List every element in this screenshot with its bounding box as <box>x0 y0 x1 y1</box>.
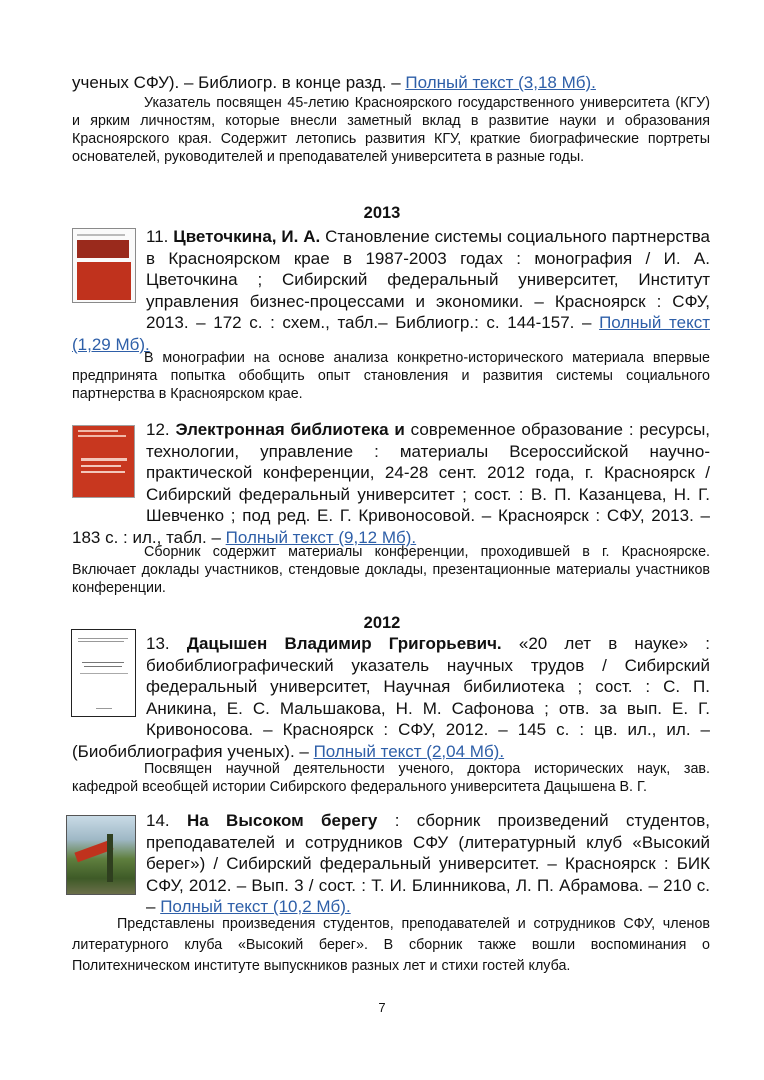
page-number: 7 <box>378 1000 386 1015</box>
full-text-link-12[interactable]: Полный текст (9,12 Мб). <box>225 527 417 547</box>
full-text-link-13[interactable]: Полный текст (2,04 Мб). <box>313 741 505 761</box>
prev-entry-annotation: Указатель посвящен 45-летию Красноярского государственного университета (КГУ) и ярким личностям, которые внесли заметный вклад в развитие науки и образования Красноярского края. Содержит летопись развития КГУ, краткие биографические портреты основателей, руководителей и преподавателей университета в разные годы. <box>72 95 710 165</box>
entry-author: Цветочкина, И. А. <box>173 227 321 246</box>
full-text-link-14[interactable]: Полный текст (10,2 Мб). <box>160 897 351 917</box>
entry-author: На Высоком берегу <box>186 811 378 830</box>
full-text-link-11[interactable]: Полный текст (1,29 Мб). <box>72 313 710 354</box>
entry-14: 14. На Высоком берегу : сборник произведений студентов, преподавателей и сотрудников СФУ (литературный клуб «Высокий берег») / Сибирский федеральный университет. – Красноярск : БИК СФУ, 2012. – Вып. 3 / сост. : Т. И. Блинникова, Л. П. Абрамова. – 210 с. – Полный текст (10,2 Мб). <box>146 811 710 917</box>
entry-13-annotation: Посвящен научной деятельности ученого, доктора исторических наук, зав. кафедрой всеобщей истории Сибирского федерального университета Дацышена В. Г. <box>72 761 710 795</box>
entry-14-annotation: Представлены произведения студентов, преподавателей и сотрудников СФУ, членов литературного клуба «Высокий берег». В сборник также вошли воспоминания о Политехническом институте выпускников разных лет и стихи гостей клуба. <box>72 916 710 974</box>
entry-11: 11. Цветочкина, И. А. Становление системы социального партнерства в Красноярском крае в 1987-2003 годах : монография / И. А. Цветочкина ; Сибирский федеральный университет, Институт управления бизнес-процессами и экономики. – Красноярск : СФУ, 2013. – 172 с. : схем., табл.– Библиогр.: с. 144-157. – Полный текст (1,29 Мб). <box>72 227 710 354</box>
prev-entry-tail: ученых СФУ). – Библиогр. в конце разд. – Полный текст (3,18 Мб). <box>72 73 596 92</box>
entry-11-annotation: В монографии на основе анализа конкретно-исторического материала впервые предпринята попытка обобщить опыт становления и развития системы социального партнерства в Красноярском крае. <box>72 350 710 402</box>
entry-12: 12. Электронная библиотека и современное образование : ресурсы, технологии, управление : материалы Всероссийской научно-практической конференции, 24-28 сент. 2012 года, г. Красноярск / Сибирский федеральный университет ; сост. : В. П. Казанцева, Н. Г. Шевченко ; под ред. Е. Г. Кривоносовой. – Красноярск : СФУ, 2013. – 183 с. : ил., табл. – Полный текст (9,12 Мб). <box>72 420 711 547</box>
full-text-link-prev[interactable]: Полный текст (3,18 Мб). <box>405 73 596 92</box>
year-heading-2013: 2013 <box>363 204 401 222</box>
entry-12-annotation: Сборник содержит материалы конференции, проходившей в г. Красноярске. Включает доклады участников, стендовые доклады, презентационные материалы участников конференции. <box>72 544 710 596</box>
year-heading-2012: 2012 <box>363 614 401 632</box>
entry-author: Электронная библиотека и <box>175 420 405 439</box>
entry-author: Дацышен Владимир Григорьевич. <box>186 634 502 653</box>
entry-13: 13. Дацышен Владимир Григорьевич. «20 лет в науке» : биобиблиографический указатель научных трудов / Сибирский федеральный университет, Научная бибилиотека ; сост. : С. П. Аникина, Е. С. Мальшакова, Н. М. Сафонова ; отв. за вып. Е. Г. Кривоносова. – Красноярск : СФУ, 2012. – 145 с. : цв. ил., ил. – (Биобиблиография ученых). – Полный текст (2,04 Мб). <box>72 634 711 761</box>
